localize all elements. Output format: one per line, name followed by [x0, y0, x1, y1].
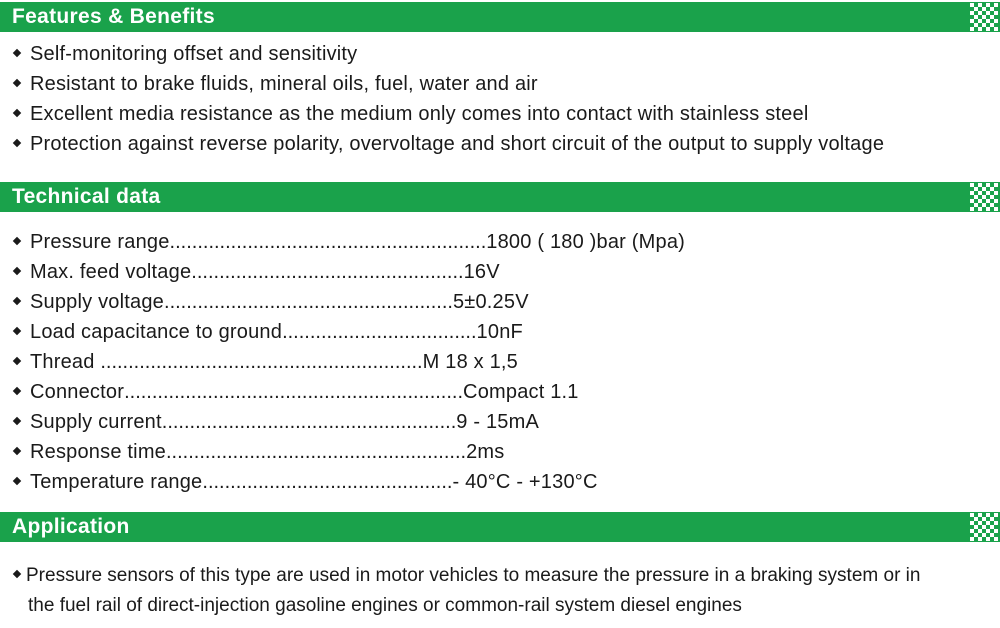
feature-item — [12, 42, 357, 66]
spec-label: Connector — [30, 381, 125, 403]
feature-text: Self-monitoring offset and sensitivity — [30, 43, 358, 65]
spec-value: 10nF — [476, 321, 523, 343]
features-header-bar — [0, 2, 1000, 32]
diamond-bullet-icon — [13, 327, 21, 335]
technical-title: Technical data — [12, 185, 161, 208]
feature-item — [12, 132, 884, 156]
spec-value: Compact 1.1 — [463, 381, 579, 403]
technical-header-bar — [0, 182, 1000, 212]
spec-row — [12, 440, 504, 464]
spec-label: Response time — [30, 441, 166, 463]
spec-row — [12, 260, 500, 284]
spec-value: - 40°C - +130°C — [452, 471, 598, 493]
application-text: Pressure sensors of this type are used in motor vehicles to measure the pressure in a braking system or in — [26, 565, 921, 586]
feature-text: Protection against reverse polarity, overvoltage and short circuit of the output to supply voltage — [30, 133, 885, 155]
spec-row — [12, 350, 518, 374]
application-text-line — [28, 594, 742, 618]
leader-dots: ................................................. — [191, 261, 464, 283]
spec-row — [12, 230, 685, 254]
application-text-line — [12, 564, 920, 588]
spec-label: Thread — [30, 351, 101, 373]
leader-dots: ...................................................... — [166, 441, 467, 463]
checker-pattern-icon — [970, 3, 998, 31]
diamond-bullet-icon — [13, 447, 21, 455]
spec-value: M 18 x 1,5 — [422, 351, 519, 373]
leader-dots: ..................................................... — [161, 411, 457, 433]
spec-label: Supply voltage — [30, 291, 165, 313]
application-text: the fuel rail of direct-injection gasoline engines or common-rail system diesel engines — [28, 595, 742, 616]
diamond-bullet-icon — [13, 79, 21, 87]
spec-row — [12, 290, 529, 314]
diamond-bullet-icon — [13, 417, 21, 425]
spec-value: 16V — [463, 261, 500, 283]
spec-value: 1800 ( 180 )bar (Mpa) — [486, 231, 686, 253]
leader-dots: ................................... — [282, 321, 477, 343]
feature-text: Resistant to brake fluids, mineral oils, fuel, water and air — [30, 73, 538, 95]
application-title: Application — [12, 515, 130, 538]
feature-text: Excellent media resistance as the medium only comes into contact with stainless steel — [30, 103, 809, 125]
diamond-bullet-icon — [13, 49, 21, 57]
checker-pattern-icon — [970, 183, 998, 211]
diamond-bullet-icon — [13, 477, 21, 485]
diamond-bullet-icon — [13, 237, 21, 245]
spec-row — [12, 380, 579, 404]
leader-dots: ......................................................... — [169, 231, 487, 253]
spec-label: Pressure range — [30, 231, 170, 253]
feature-item — [12, 102, 808, 126]
spec-value: 2ms — [466, 441, 505, 463]
checker-pattern-icon — [970, 513, 998, 541]
spec-row — [12, 320, 523, 344]
diamond-bullet-icon — [13, 139, 21, 147]
application-header-bar — [0, 512, 1000, 542]
spec-label: Max. feed voltage — [30, 261, 192, 283]
leader-dots: ............................................. — [202, 471, 453, 493]
leader-dots: .................................................... — [164, 291, 453, 313]
diamond-bullet-icon — [13, 570, 21, 578]
spec-row — [12, 410, 539, 434]
leader-dots: .......................................................... — [100, 351, 423, 373]
spec-value: 9 - 15mA — [456, 411, 540, 433]
diamond-bullet-icon — [13, 297, 21, 305]
spec-value: 5±0.25V — [452, 291, 529, 313]
diamond-bullet-icon — [13, 357, 21, 365]
diamond-bullet-icon — [13, 387, 21, 395]
spec-label: Load capacitance to ground — [30, 321, 283, 343]
spec-label: Temperature range — [30, 471, 203, 493]
features-title: Features & Benefits — [12, 5, 215, 28]
diamond-bullet-icon — [13, 109, 21, 117]
leader-dots: ............................................................. — [124, 381, 464, 403]
spec-row — [12, 470, 598, 494]
feature-item — [12, 72, 538, 96]
spec-label: Supply current — [30, 411, 162, 433]
diamond-bullet-icon — [13, 267, 21, 275]
